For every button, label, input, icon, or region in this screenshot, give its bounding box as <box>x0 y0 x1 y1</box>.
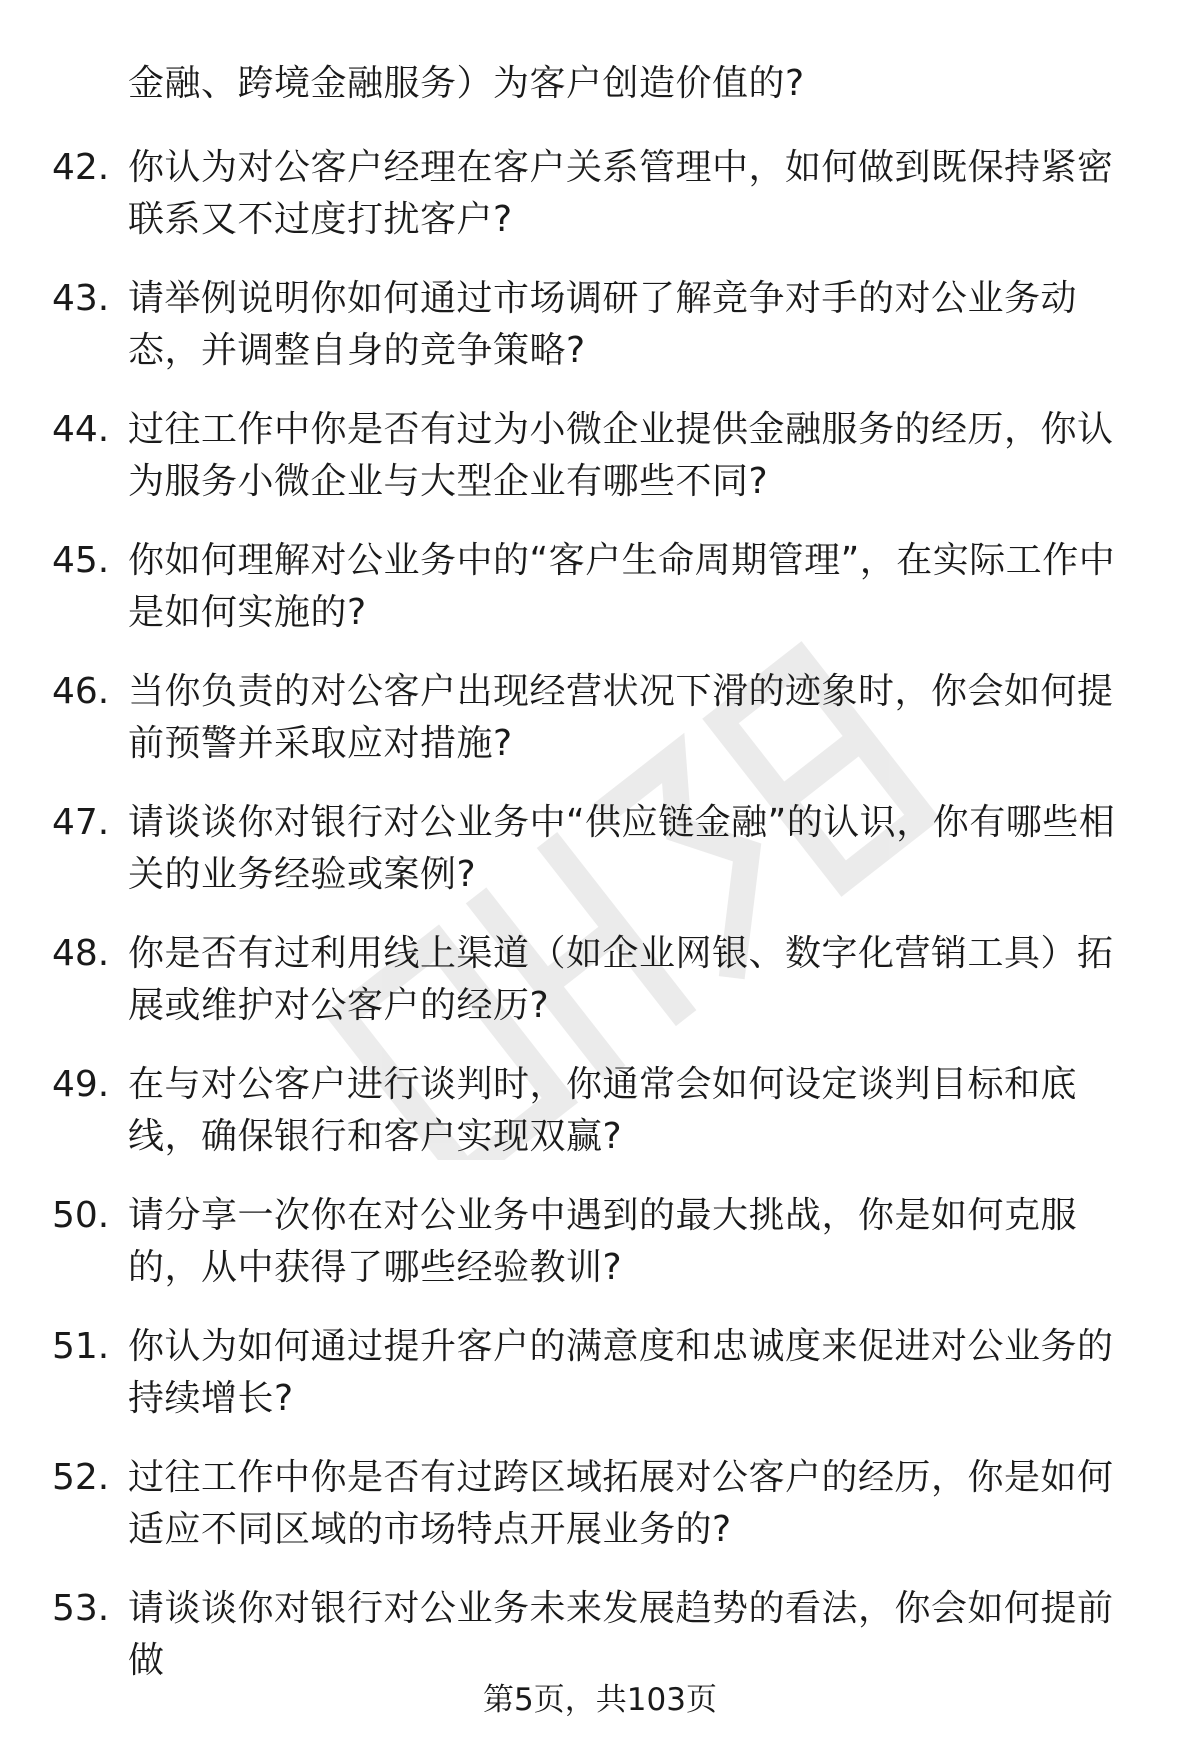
question-list <box>0 142 1200 1714</box>
question-number: 42. <box>52 147 110 188</box>
question-text: 你认为如何通过提升客户的满意度和忠诚度来促进对公业务的持续增长? <box>128 1326 1114 1419</box>
question-item <box>0 404 1200 535</box>
question-item <box>0 273 1200 404</box>
question-number: 51. <box>52 1326 110 1367</box>
question-item <box>0 1452 1200 1583</box>
question-text: 你如何理解对公业务中的“客户生命周期管理”，在实际工作中是如何实施的? <box>128 540 1116 633</box>
question-number: 53. <box>52 1588 110 1629</box>
question-number: 52. <box>52 1457 110 1498</box>
question-number: 48. <box>52 933 110 974</box>
question-number: 45. <box>52 540 110 581</box>
question-text: 当你负责的对公客户出现经营状况下滑的迹象时，你会如何提前预警并采取应对措施? <box>128 671 1114 764</box>
question-item <box>0 1059 1200 1190</box>
question-item <box>0 797 1200 928</box>
question-number: 43. <box>52 278 110 319</box>
question-text: 过往工作中你是否有过跨区域拓展对公客户的经历，你是如何适应不同区域的市场特点开展业务的? <box>128 1457 1114 1550</box>
question-text: 请分享一次你在对公业务中遇到的最大挑战，你是如何克服的，从中获得了哪些经验教训? <box>128 1195 1078 1288</box>
question-text: 你是否有过利用线上渠道（如企业网银、数字化营销工具）拓展或维护对公客户的经历? <box>128 933 1114 1026</box>
question-number: 44. <box>52 409 110 450</box>
question-text: 在与对公客户进行谈判时，你通常会如何设定谈判目标和底线，确保银行和客户实现双赢? <box>128 1064 1078 1157</box>
question-text: 过往工作中你是否有过为小微企业提供金融服务的经历，你认为服务小微企业与大型企业有哪些不同? <box>128 409 1114 502</box>
question-item <box>0 1321 1200 1452</box>
question-number: 47. <box>52 802 110 843</box>
question-text: 请举例说明你如何通过市场调研了解竞争对手的对公业务动态，并调整自身的竞争策略? <box>128 278 1078 371</box>
question-item <box>0 535 1200 666</box>
question-item <box>0 1190 1200 1321</box>
question-text: 请谈谈你对银行对公业务未来发展趋势的看法，你会如何提前做 <box>128 1588 1114 1681</box>
question-text: 你认为对公客户经理在客户关系管理中，如何做到既保持紧密联系又不过度打扰客户? <box>128 147 1114 240</box>
question-item <box>0 928 1200 1059</box>
question-text: 请谈谈你对银行对公业务中“供应链金融”的认识，你有哪些相关的业务经验或案例? <box>128 802 1116 895</box>
question-number: 50. <box>52 1195 110 1236</box>
question-number: 46. <box>52 671 110 712</box>
question-item <box>0 142 1200 273</box>
continued-question-text: 金融、跨境金融服务）为客户创造价值的? <box>128 63 805 104</box>
page-number: 第5页，共103页 <box>483 1682 717 1718</box>
question-item <box>0 666 1200 797</box>
question-number: 49. <box>52 1064 110 1105</box>
